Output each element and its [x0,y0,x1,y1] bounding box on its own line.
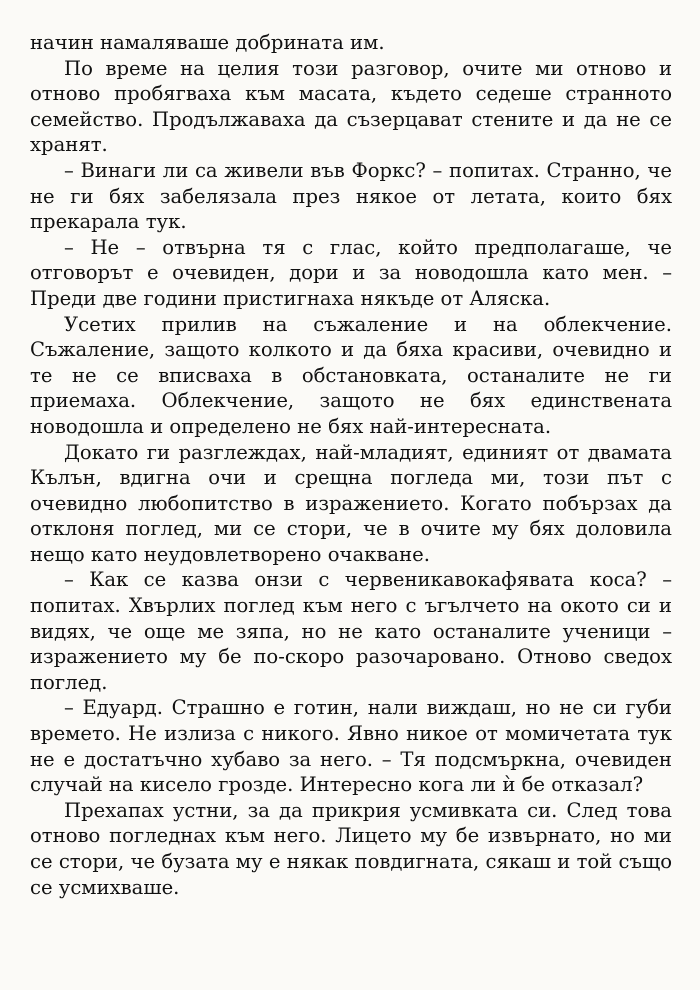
paragraph: Прехапах устни, за да прикрия усмивката си. След това отново погледнах към него. Лицето му бе извърнато, но ми се стори, че бузата му е някак повдигната, сякаш и той също се усмихваше. [30,798,672,899]
paragraph: – Едуард. Страшно е готин, нали виждаш, но не си губи времето. Не излиза с никого. Явно никое от момичетата тук не е достатъчно хубаво за него. – Тя подсмъркна, очевиден случай на кисело грозде. Интересно кога ли ѝ бе отказал? [30,696,672,797]
paragraph: Усетих прилив на съжаление и на облекчение. Съжаление, защото колкото и да бяха красиви, очевидно и те не се вписваха в обстановката, останалите не ги приемаха. Облекчение, защото не бях единствената новодошла и определено не бях най-интересната. [30,312,672,438]
paragraph: Докато ги разглеждах, най-младият, единият от двамата Кълън, вдигна очи и срещна погледа ми, този път с очевидно любопитство в изражението. Когато побързах да отклоня поглед, ми се стори, че в очите му бях доловила нещо като неудовлетворено очакване. [30,440,672,566]
paragraph: По време на целия този разговор, очите ми отново и отново пробягваха към масата, където седеше странното семейство. Продължаваха да съзерцават стените и да не се хранят. [30,56,672,157]
paragraph: – Как се казва онзи с червеникавокафявата коса? – попитах. Хвърлих поглед към него с ъгълчето на окото си и видях, че още ме зяпа, но не като останалите ученици – изражението му бе по-скоро разочаровано. Отново сведох поглед. [30,568,672,694]
paragraph-continued: начин намаляваше добрината им. [30,31,385,54]
paragraph: – Винаги ли са живели във Форкс? – попитах. Странно, че не ги бях забелязала през някое от летата, които бях прекарала тук. [30,158,672,234]
paragraph: – Не – отвърна тя с глас, който предполагаше, че отговорът е очевиден, дори и за новодошла като мен. – Преди две години пристигнаха някъде от Аляска. [30,235,672,310]
